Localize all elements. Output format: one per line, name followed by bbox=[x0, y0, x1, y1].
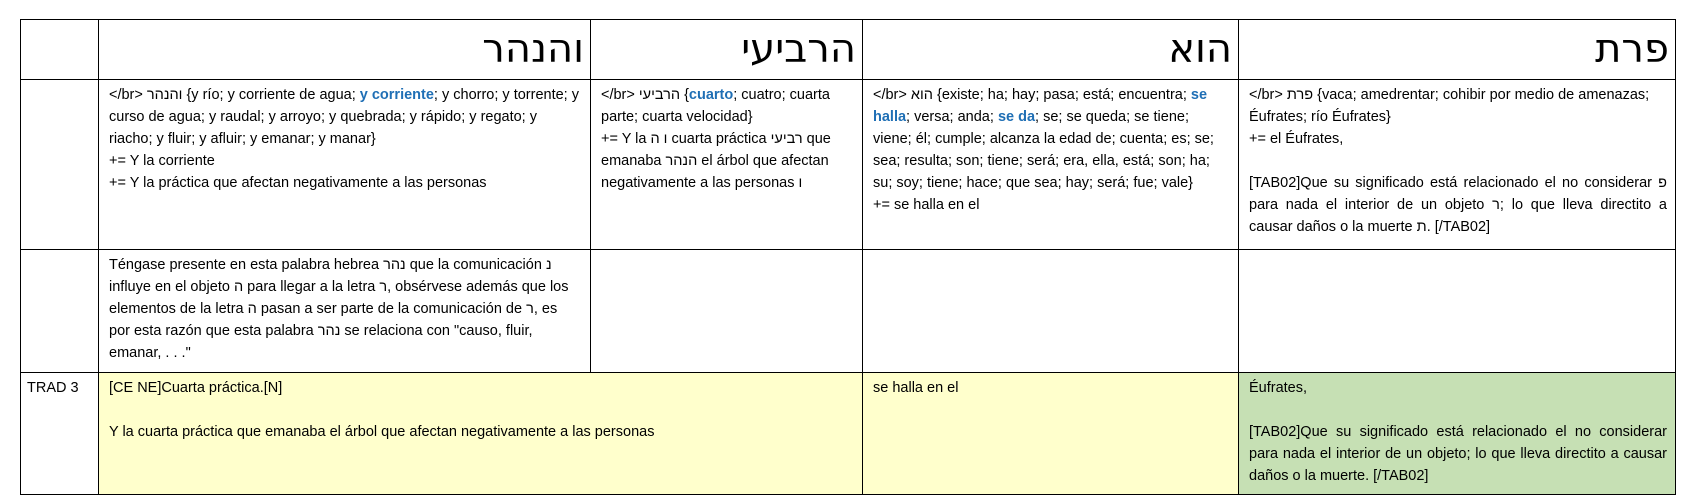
definition-cell-vehanahar bbox=[99, 80, 591, 250]
highlighted-term: cuarto bbox=[688, 87, 734, 103]
trad3-row bbox=[21, 373, 1676, 495]
definition-rest: ; se; se queda; se tiene; viene; él; cumple; alcanza la edad de; cuenta; es; se; sea; resulta; son; tiene; será; era, ella, está; son; ha; su; soy; tiene; hace; que sea; hay; será; fue; vale} bbox=[873, 109, 1214, 191]
definition-prefix: </br> הוא {existe; ha; hay; pasa; está; encuentra; bbox=[873, 87, 1191, 103]
definition-text: </br> פרת {vaca; amedrentar; cohibir por medio de amenazas; Éufrates; río Éufrates} bbox=[1249, 87, 1650, 125]
highlighted-term: se da bbox=[997, 109, 1036, 125]
translation-table bbox=[20, 19, 1676, 495]
trad3-cell-hu: se halla en el bbox=[863, 373, 1239, 495]
highlighted-term: se halla bbox=[873, 87, 1208, 125]
trad3-translation: Y la cuarta práctica que emanaba el árbol que afectan negativamente a las personas bbox=[109, 424, 655, 440]
header-word-vehanahar: והנהר bbox=[99, 20, 591, 80]
definition-prefix: </br> הרביעי { bbox=[601, 87, 689, 103]
highlighted-term: y corriente bbox=[359, 87, 434, 103]
translation-line: += Y la corriente bbox=[109, 153, 215, 169]
note-cell-hu bbox=[863, 250, 1239, 373]
note-cell-harevii bbox=[591, 250, 863, 373]
notes-label-cell bbox=[21, 250, 99, 373]
notes-row bbox=[21, 250, 1676, 373]
trad3-label: TRAD 3 bbox=[21, 373, 99, 495]
definition-cell-perat bbox=[1239, 80, 1676, 250]
definitions-label-cell bbox=[21, 80, 99, 250]
header-row bbox=[21, 20, 1676, 80]
definition-middle: ; versa; anda; bbox=[906, 109, 998, 125]
definition-rest: ; y chorro; y torrente; y curso de agua; y raudal; y arroyo; y quebrada; y rápido; y regato; y riacho; y fluir; y afluir; y emanar; y manar} bbox=[109, 87, 579, 147]
trad3-cell-perat bbox=[1239, 373, 1676, 495]
definition-prefix: </br> והנהר {y río; y corriente de agua; bbox=[109, 87, 360, 103]
translation-line: += se halla en el bbox=[873, 197, 980, 213]
trad3-cell-merged bbox=[99, 373, 863, 495]
trad3-heading: [CE NE]Cuarta práctica.[N] bbox=[109, 380, 283, 396]
header-cell-label bbox=[21, 20, 99, 80]
note-cell-perat bbox=[1239, 250, 1676, 373]
translation-line: += Y la ו ה cuarta práctica רביעי que emanaba הנהר el árbol que afectan negativamente a las personas ו bbox=[601, 131, 831, 191]
trad3-line: Éufrates, bbox=[1249, 380, 1308, 396]
definition-text bbox=[109, 84, 582, 150]
tab02-note: [TAB02]Que su significado está relacionado el no considerar פ para nada el interior de un objeto ר; lo que lleva directito a causar daños o la muerte ת. [/TAB02] bbox=[1249, 175, 1667, 235]
definitions-row bbox=[21, 80, 1676, 250]
header-word-harevii: הרביעי bbox=[591, 20, 863, 80]
translation-line: += Y la práctica que afectan negativamente a las personas bbox=[109, 175, 487, 191]
note-cell-vehanahar: Téngase presente en esta palabra hebrea נהר que la comunicación נ influye en el objeto ה para llegar a la letra ר, obsérvese además que los elementos de la letra ה pasan a ser parte de la comunicación de ר, es por esta razón que esta palabra נהר se relaciona con "causo, fluir, emanar, . . ." bbox=[99, 250, 591, 373]
definition-rest: ; cuatro; cuarta parte; cuarta velocidad} bbox=[601, 87, 830, 125]
definition-text bbox=[873, 84, 1230, 194]
translation-line: += el Éufrates, bbox=[1249, 131, 1344, 147]
header-word-hu: הוא bbox=[863, 20, 1239, 80]
header-word-perat: פרת bbox=[1239, 20, 1676, 80]
definition-text bbox=[601, 84, 854, 128]
definition-cell-hu bbox=[863, 80, 1239, 250]
definition-cell-harevii bbox=[591, 80, 863, 250]
tab02-note: [TAB02]Que su significado está relacionado el no considerar para nada el interior de un objeto; lo que lleva directito a causar daños o la muerte. [/TAB02] bbox=[1249, 424, 1667, 484]
